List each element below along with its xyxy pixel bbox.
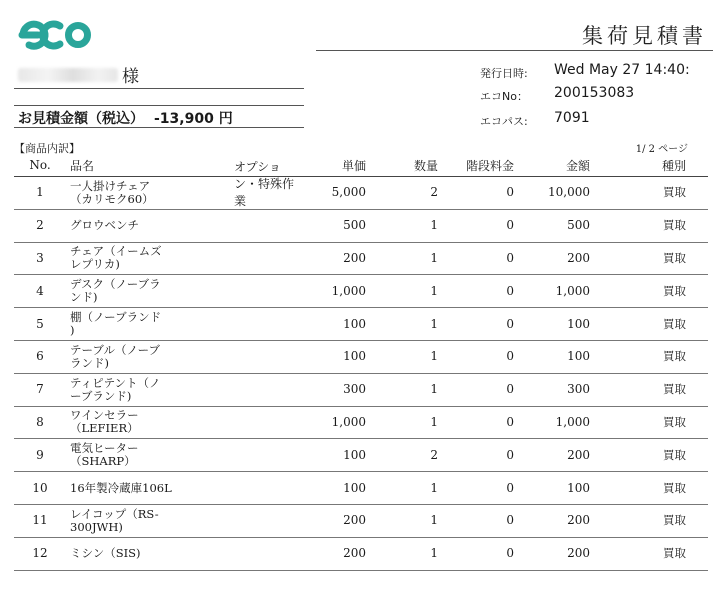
item-name-line2: ランド)	[70, 355, 109, 370]
row-amount: 200	[514, 504, 590, 537]
row-tier: 0	[438, 209, 514, 242]
total-top-rule	[14, 105, 304, 106]
row-qty: 2	[366, 439, 438, 472]
row-amount: 1,000	[514, 275, 590, 308]
row-price: 100	[304, 308, 366, 341]
row-qty: 1	[366, 242, 438, 275]
item-name-line1: チェア（イームズ	[70, 244, 162, 259]
item-name-line1: グロウベンチ	[70, 218, 139, 233]
item-name-line1: ワインセラー	[70, 408, 139, 423]
row-type: 買取	[590, 439, 708, 472]
row-qty: 1	[366, 209, 438, 242]
row-item-name	[66, 439, 304, 472]
row-price: 200	[304, 537, 366, 570]
row-amount: 100	[514, 308, 590, 341]
item-name-line1: 16年製冷蔵庫106L	[70, 480, 172, 495]
row-price: 500	[304, 209, 366, 242]
row-price: 200	[304, 504, 366, 537]
row-type: 買取	[590, 177, 708, 210]
row-type: 買取	[590, 242, 708, 275]
row-qty: 1	[366, 537, 438, 570]
row-amount: 200	[514, 537, 590, 570]
table-row	[14, 472, 708, 505]
eco-logo	[16, 16, 92, 54]
col-header-amount: 金額	[514, 154, 590, 177]
item-name-line2: ンド)	[70, 290, 98, 305]
total-label: お見積金額（税込）	[18, 111, 144, 127]
table-row	[14, 439, 708, 472]
total-amount: -13,900 円	[154, 111, 233, 127]
item-name-line1: ミシン（SIS)	[70, 546, 141, 561]
row-no: 4	[14, 275, 66, 308]
row-type: 買取	[590, 472, 708, 505]
row-type: 買取	[590, 340, 708, 373]
meta-label: エコNo：	[480, 90, 528, 103]
meta-label: エコパス:	[480, 115, 528, 128]
items-table	[14, 154, 708, 571]
item-name-line2: )	[70, 323, 75, 338]
row-amount: 300	[514, 373, 590, 406]
table-row	[14, 537, 708, 570]
row-no: 9	[14, 439, 66, 472]
table-body	[14, 177, 708, 571]
row-qty: 1	[366, 472, 438, 505]
row-no: 11	[14, 504, 66, 537]
quote-total	[18, 108, 233, 128]
item-name-line1: 電気ヒーター	[70, 441, 139, 456]
customer-underline	[14, 88, 304, 89]
row-item-name	[66, 472, 304, 505]
table-row	[14, 406, 708, 439]
row-item-name	[66, 242, 304, 275]
row-type: 買取	[590, 406, 708, 439]
meta-label: 発行日時:	[480, 67, 528, 80]
row-qty: 1	[366, 373, 438, 406]
row-no: 5	[14, 308, 66, 341]
row-qty: 1	[366, 308, 438, 341]
item-name-line1: ティピテント（ノ	[70, 375, 161, 390]
table-row	[14, 504, 708, 537]
table-row	[14, 373, 708, 406]
row-item-name	[66, 406, 304, 439]
item-name-line2: （カリモク60）	[70, 191, 154, 206]
row-type: 買取	[590, 308, 708, 341]
table-header-row	[14, 154, 708, 177]
row-type: 買取	[590, 373, 708, 406]
table-row	[14, 242, 708, 275]
item-name-line2: ーブランド)	[70, 388, 132, 403]
table-row	[14, 275, 708, 308]
row-tier: 0	[438, 439, 514, 472]
row-no: 6	[14, 340, 66, 373]
col-header-type: 種別	[590, 154, 708, 177]
row-tier: 0	[438, 242, 514, 275]
row-price: 100	[304, 472, 366, 505]
row-no: 12	[14, 537, 66, 570]
row-no: 1	[14, 177, 66, 210]
row-amount: 500	[514, 209, 590, 242]
row-tier: 0	[438, 373, 514, 406]
row-price: 300	[304, 373, 366, 406]
row-tier: 0	[438, 504, 514, 537]
row-tier: 0	[438, 275, 514, 308]
row-type: 買取	[590, 504, 708, 537]
table-row	[14, 209, 708, 242]
row-item-name	[66, 373, 304, 406]
row-amount: 10,000	[514, 177, 590, 210]
row-amount: 100	[514, 340, 590, 373]
total-bottom-rule	[14, 127, 304, 128]
meta-value: Wed May 27 14:40:	[554, 62, 690, 78]
col-header-price: 単価	[304, 154, 366, 177]
page-indicator: 1/ 2 ページ	[635, 144, 688, 155]
col-header-no: No.	[14, 154, 66, 177]
row-amount: 100	[514, 472, 590, 505]
row-amount: 200	[514, 242, 590, 275]
row-item-name	[66, 504, 304, 537]
row-no: 8	[14, 406, 66, 439]
item-name-line2: レプリカ)	[70, 257, 120, 272]
row-price: 100	[304, 439, 366, 472]
row-type: 買取	[590, 537, 708, 570]
row-tier: 0	[438, 537, 514, 570]
row-qty: 1	[366, 504, 438, 537]
row-tier: 0	[438, 406, 514, 439]
row-type: 買取	[590, 209, 708, 242]
row-price: 5,000	[304, 177, 366, 210]
redacted-customer-name	[18, 68, 118, 82]
meta-value: 7091	[554, 110, 590, 126]
document-title: 集荷見積書	[582, 24, 707, 48]
row-amount: 200	[514, 439, 590, 472]
row-no: 2	[14, 209, 66, 242]
row-price: 1,000	[304, 275, 366, 308]
item-name-line1: レイコップ（RS-	[70, 506, 159, 521]
row-price: 100	[304, 340, 366, 373]
row-item-name	[66, 537, 304, 570]
item-name-line1: 棚（ノーブランド	[70, 310, 162, 325]
row-tier: 0	[438, 308, 514, 341]
col-header-qty: 数量	[366, 154, 438, 177]
row-tier: 0	[438, 340, 514, 373]
row-no: 10	[14, 472, 66, 505]
row-qty: 1	[366, 275, 438, 308]
table-row	[14, 308, 708, 341]
row-amount: 1,000	[514, 406, 590, 439]
row-tier: 0	[438, 177, 514, 210]
table-row	[14, 177, 708, 210]
item-name-line1: デスク（ノーブラ	[70, 277, 161, 292]
item-name-line2: （LEFIER）	[70, 421, 139, 436]
honorific: 様	[122, 67, 139, 87]
row-item-name	[66, 209, 304, 242]
header-divider	[316, 50, 713, 51]
table-row	[14, 340, 708, 373]
row-qty: 1	[366, 406, 438, 439]
item-name-line2: （SHARP）	[70, 454, 136, 469]
row-item-name	[66, 340, 304, 373]
row-qty: 1	[366, 340, 438, 373]
row-price: 200	[304, 242, 366, 275]
row-price: 1,000	[304, 406, 366, 439]
customer-name	[14, 62, 304, 88]
item-name-line2: 300JWH)	[70, 519, 123, 534]
item-name-line1: テーブル（ノーブ	[70, 342, 161, 357]
row-item-name	[66, 275, 304, 308]
col-header-name-label: 品名	[70, 158, 95, 173]
meta-value: 200153083	[554, 85, 635, 101]
col-header-tier: 階段料金	[438, 154, 514, 177]
row-item-name	[66, 308, 304, 341]
item-name-line1: 一人掛けチェア	[70, 178, 151, 193]
row-type: 買取	[590, 275, 708, 308]
col-header-option: オプション・特殊作業	[234, 160, 295, 208]
row-no: 7	[14, 373, 66, 406]
section-title: 【商品内訳】	[14, 142, 80, 155]
row-tier: 0	[438, 472, 514, 505]
row-no: 3	[14, 242, 66, 275]
row-qty: 2	[366, 177, 438, 210]
